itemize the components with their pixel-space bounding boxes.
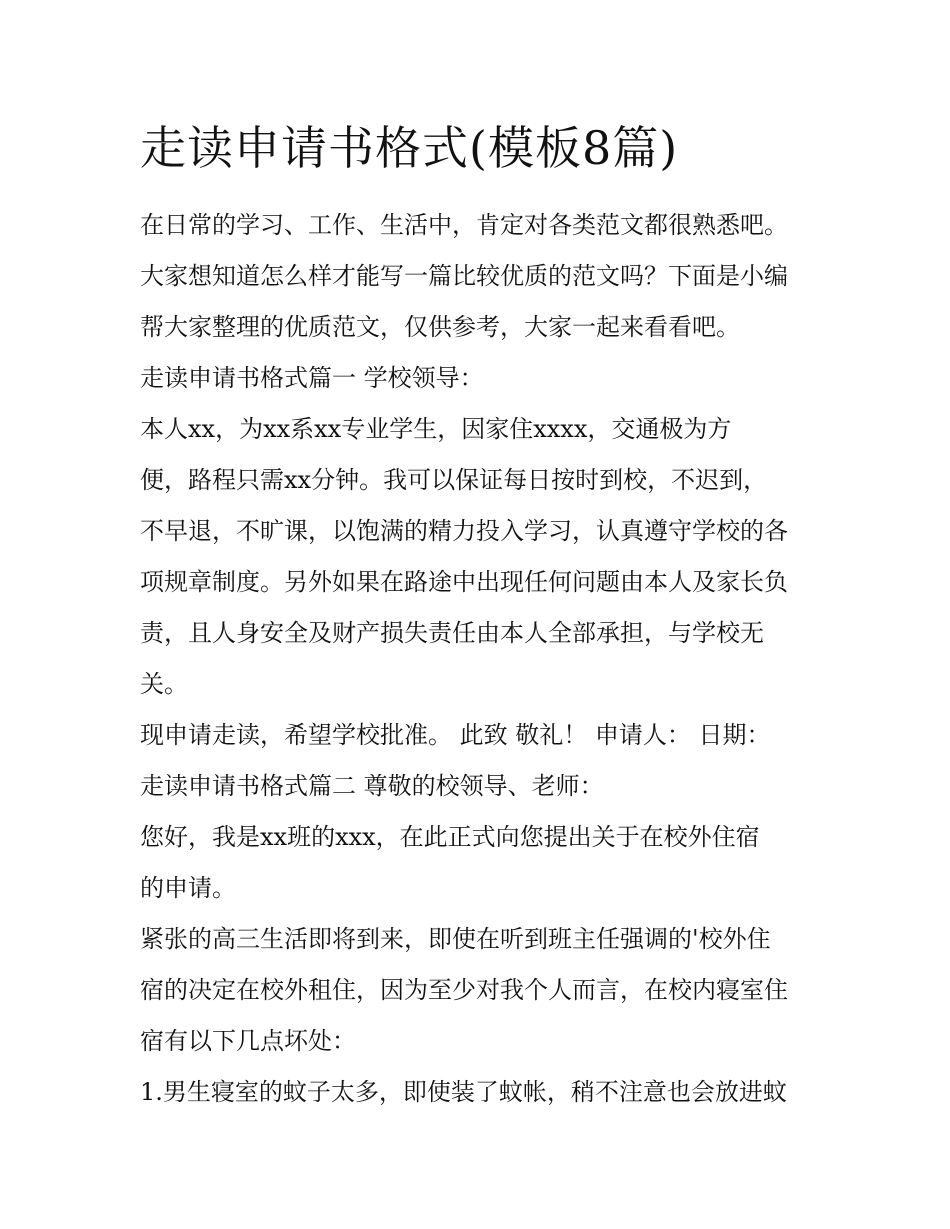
text-line-6: 便，路程只需xx分钟。我可以保证每日按时到校，不迟到， bbox=[140, 466, 768, 494]
text-line-8: 项规章制度。另外如果在路途中出现任何问题由本人及家长负 bbox=[140, 568, 788, 596]
text-line-5: 本人xx，为xx系xx专业学生，因家住xxxx，交通极为方 bbox=[140, 415, 732, 443]
text-line-11: 现申请走读，希望学校批准。 此致 敬礼！ 申请人： 日期： bbox=[140, 721, 771, 749]
text-line-10: 关。 bbox=[140, 670, 188, 698]
text-line-7: 不早退，不旷课，以饱满的精力投入学习，认真遵守学校的各 bbox=[140, 517, 788, 545]
text-line-1: 在日常的学习、工作、生活中，肯定对各类范文都很熟悉吧。 bbox=[140, 211, 788, 239]
text-line-17: 宿有以下几点坏处： bbox=[140, 1027, 356, 1055]
text-line-16: 宿的决定在校外租住，因为至少对我个人而言，在校内寝室住 bbox=[140, 976, 788, 1004]
text-line-13: 您好，我是xx班的xxx，在此正式向您提出关于在校外住宿 bbox=[140, 823, 760, 851]
text-line-3: 帮大家整理的优质范文，仅供参考，大家一起来看看吧。 bbox=[140, 313, 740, 341]
text-line-14: 的申请。 bbox=[140, 874, 236, 902]
text-line-2: 大家想知道怎么样才能写一篇比较优质的范文吗？下面是小编 bbox=[140, 262, 788, 290]
text-line-18: 1.男生寝室的蚊子太多，即使装了蚊帐，稍不注意也会放进蚊 bbox=[140, 1078, 787, 1106]
text-line-15: 紧张的高三生活即将到来，即使在听到班主任强调的'校外住 bbox=[140, 925, 771, 953]
section-heading-2: 走读申请书格式篇二 尊敬的校领导、老师： bbox=[140, 772, 604, 800]
text-line-9: 责，且人身安全及财产损失责任由本人全部承担，与学校无 bbox=[140, 619, 764, 647]
document-title: 走读申请书格式(模板8篇) bbox=[140, 121, 679, 175]
section-heading-1: 走读申请书格式篇一 学校领导： bbox=[140, 364, 484, 392]
document-body bbox=[140, 200, 820, 1118]
